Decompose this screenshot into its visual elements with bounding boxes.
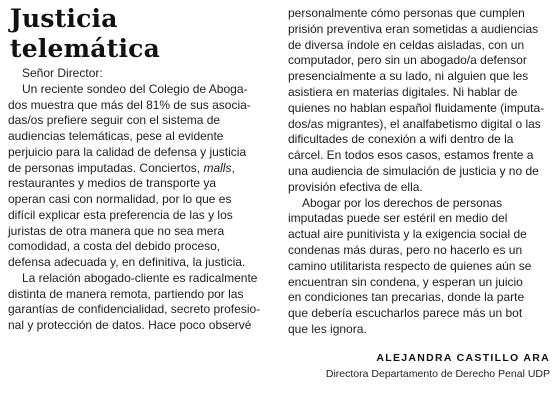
body-line: una audiencia de simulación de justicia y no de <box>288 163 539 178</box>
body-line: provisión efectiva de ella. <box>288 179 423 194</box>
body-line: Un reciente sondeo del Colegio de Aboga- <box>22 81 248 96</box>
body-line: computador, pero sin un abogado/a defensor <box>288 53 527 68</box>
body-line: camino utilitarista respecto de quienes aún se <box>288 258 532 273</box>
body-line: dos/as migrantes), el analfabetismo digital o las <box>288 116 541 131</box>
body-line: dos muestra que más del 81% de sus asocia- <box>8 97 251 112</box>
body-line: difícil explicar esta preferencia de las y los <box>8 207 233 222</box>
body-line: La relación abogado-cliente es radicalmente <box>22 270 258 285</box>
body-line: presencialmente a su lado, ni alguien que les <box>288 69 529 84</box>
body-line: cárcel. En todos esos casos, estamos frente a <box>288 148 534 163</box>
body-line: nal y protección de datos. Hace poco observé <box>8 318 252 332</box>
body-line: comodidad, a costa del debido proceso, <box>8 239 221 254</box>
body-line: que les ignora. <box>288 321 367 336</box>
body-line: que debería escucharlos parece más un bot <box>288 306 523 321</box>
left-column <box>8 4 270 334</box>
body-line: perjuicio para la calidad de defensa y justicia <box>8 144 247 159</box>
letter-title: Justicia telemática <box>10 4 160 63</box>
body-line: distinta de manera remota, partiendo por las <box>8 286 244 301</box>
signature-name: ALEJANDRA CASTILLO ARA <box>376 351 550 364</box>
body-line: en condiciones tan precarias, donde la parte <box>288 290 525 305</box>
body-line: asistiera en materias digitales. Ni hablar de <box>288 84 518 99</box>
signature-role: Directora Departamento de Derecho Penal UDP <box>325 367 550 380</box>
body-line: dificultades de conexión a wifi dentro de la <box>288 132 514 147</box>
body-line: imputadas puede ser estéril en medio del <box>288 211 508 226</box>
body-line: Abogar por los derechos de personas <box>302 195 503 210</box>
right-column <box>288 6 550 380</box>
body-line: das/os prefiere seguir con el sistema de <box>8 113 221 128</box>
body-line: juristas de otra manera que no sea mera <box>8 223 225 238</box>
body-line: prisión preventiva eran sometidas a audiencias <box>288 21 539 36</box>
body-line: audiencias telemáticas, pese al evidente <box>8 129 224 143</box>
body-line: condenas más duras, pero no hacerlo es un <box>288 242 523 257</box>
salutation: Señor Director: <box>22 66 103 80</box>
body-line: de personas imputadas. Conciertos, malls, <box>8 160 235 175</box>
body-line: quienes no hablan español fluidamente (imputa- <box>288 100 545 115</box>
body-line: restaurantes y medios de transporte ya <box>8 176 217 191</box>
body-line: actual aire punitivista y la exigencia social de <box>288 227 527 242</box>
body-line: defensa adecuada y, en definitiva, la justicia. <box>8 255 246 269</box>
body-line: personalmente cómo personas que cumplen <box>288 6 525 20</box>
body-line: operan casi con normalidad, por lo que es <box>8 192 232 206</box>
body-line: encuentran sin condena, y esperan un juicio <box>288 274 523 289</box>
body-line: de diversa índole en celdas aisladas, con un <box>288 37 525 52</box>
body-line: garantías de confidencialidad, secreto profesio- <box>8 302 261 317</box>
